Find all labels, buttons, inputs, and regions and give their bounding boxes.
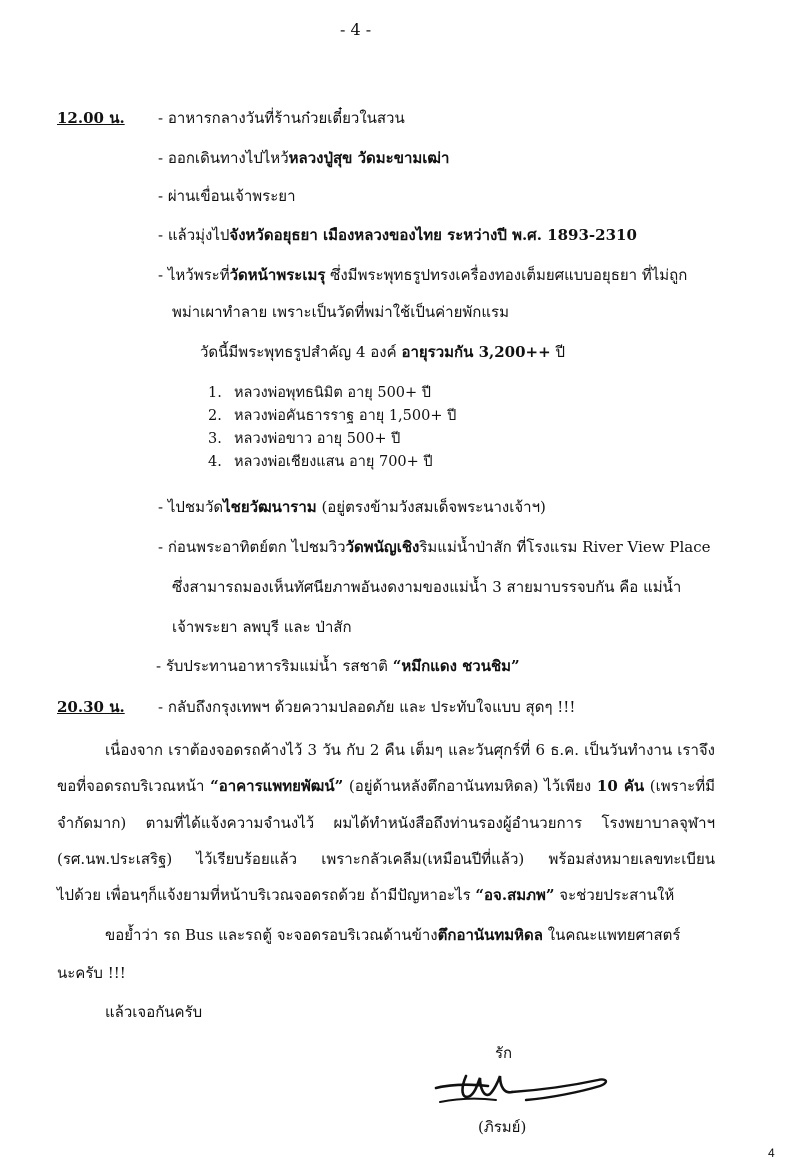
para1-line2 xyxy=(57,776,715,796)
item-dam: - ผ่านเขื่อนเจ้าพระยา xyxy=(158,187,296,205)
buddha-list xyxy=(208,382,456,474)
para2-post: ในคณะแพทยศาสตร์ xyxy=(542,926,681,944)
item-dinner-bold: “หมึกแดง ชวนชิม” xyxy=(392,657,520,675)
item-phanan-continuation-1: ซึ่งสามารถมองเห็นทัศนียภาพอันงดงามของแม่น้ำ 3 สายมาบรรจบกัน คือ แม่น้ำ xyxy=(172,578,682,596)
para1-line4: (รศ.นพ.ประเสริฐ) ไว้เรียบร้อยแล้ว เพราะกลัวเคลีม(เหมือนปีที่แล้ว) พร้อมส่งหมายเลขทะเบียน xyxy=(57,850,715,868)
list-text: หลวงพ่อคันธารราฐ อายุ 1,500+ ปี xyxy=(234,408,457,424)
list-number: 3. xyxy=(208,431,222,447)
item-return: - กลับถึงกรุงเทพฯ ด้วยความปลอดภัย และ ประทับใจแบบ สุดๆ !!! xyxy=(158,698,576,716)
item-wat-pre: - ไหว้พระที่ xyxy=(158,266,230,284)
page-number-top: - 4 - xyxy=(340,20,372,39)
para1-line2-mid: (อยู่ด้านหลังตึกอานันทมหิดล) ไว้เพียง xyxy=(343,777,597,795)
list-item xyxy=(208,405,456,428)
list-item xyxy=(208,382,456,405)
buddha-intro-bold: อายุรวมกัน 3,200++ xyxy=(401,343,551,361)
list-number: 4. xyxy=(208,454,222,470)
item-chai-pre: - ไปชมวัด xyxy=(158,498,224,516)
time-evening: 20.30 น. xyxy=(57,698,125,716)
para1-line2-pre: ขอที่จอดรถบริเวณหน้า xyxy=(57,777,211,795)
item-chaiwatthanaram xyxy=(158,497,546,517)
para1-line1: เนื่องจาก เราต้องจอดรถค้างไว้ 3 วัน กับ 2 คืน เต็มๆ และวันศุกร์ที่ 6 ธ.ค. เป็นวันทำงาน เราจึง xyxy=(105,741,715,759)
item-phanan-post: ริมแม่น้ำป่าสัก ที่โรงแรม River View Place xyxy=(419,538,711,556)
item-luangpu-bold: หลวงปู่สุข วัดมะขามเฒ่า xyxy=(288,149,450,167)
item-chai-bold: ไชยวัฒนาราม xyxy=(223,498,317,516)
item-luangpu-pre: - ออกเดินทางไปไหว้ xyxy=(158,149,289,167)
item-chai-post: (อยู่ตรงข้ามวังสมเด็จพระนางเจ้าฯ) xyxy=(316,498,546,516)
item-dinner-pre: - รับประทานอาหารริมแม่น้ำ รสชาติ xyxy=(156,657,393,675)
item-phanan-bold: วัดพนัญเชิง xyxy=(345,538,420,556)
item-ayutthaya-pre: - แล้วมุ่งไป xyxy=(158,226,230,244)
para2-line1 xyxy=(105,925,680,945)
item-wat-post: ซึ่งมีพระพุทธรูปทรงเครื่องทองเต็มยศแบบอยุธยา ที่ไม่ถูก xyxy=(325,266,688,284)
list-number: 2. xyxy=(208,408,222,424)
list-item xyxy=(208,451,456,474)
para2-pre: ขอย้ำว่า รถ Bus และรถตู้ จะจอดรอบริเวณด้านข้าง xyxy=(105,926,438,944)
item-ayutthaya-bold: จังหวัดอยุธยา เมืองหลวงของไทย ระหว่างปี พ.ศ. 1893-2310 xyxy=(229,226,637,244)
item-phanan-continuation-2: เจ้าพระยา ลพบุรี และ ป่าสัก xyxy=(172,618,352,636)
item-wat-continuation: พม่าเผาทำลาย เพราะเป็นวัดที่พม่าใช้เป็นค่ายพักแรม xyxy=(172,303,509,321)
item-wat-na-phramen xyxy=(158,265,687,285)
item-wat-bold: วัดหน้าพระเมรุ xyxy=(229,266,326,284)
para2-building: ตึกอานันทมหิดล xyxy=(437,926,543,944)
para1-building: “อาคารแพทยพัฒน์” xyxy=(210,777,344,795)
item-dinner xyxy=(156,656,520,676)
time-noon: 12.00 น. xyxy=(57,109,125,127)
para1-car-count: 10 คัน xyxy=(596,777,645,795)
para1-line5 xyxy=(57,885,674,905)
para1-contact: “อจ.สมภพ” xyxy=(475,886,555,904)
list-text: หลวงพ่อเชียงแสน อายุ 700+ ปี xyxy=(234,454,433,470)
list-text: หลวงพ่อพุทธนิมิต อายุ 500+ ปี xyxy=(234,385,431,401)
item-luangpu xyxy=(158,148,449,168)
closing-line: แล้วเจอกันครับ xyxy=(105,1003,203,1021)
list-text: หลวงพ่อขาว อายุ 500+ ปี xyxy=(234,431,401,447)
page-number-bottom: 4 xyxy=(768,1146,775,1160)
buddha-intro xyxy=(200,342,565,362)
handwritten-signature xyxy=(430,1068,615,1112)
para1-line5-post: จะช่วยประสานให้ xyxy=(554,886,675,904)
buddha-intro-pre: วัดนี้มีพระพุทธรูปสำคัญ 4 องค์ xyxy=(200,343,402,361)
list-number: 1. xyxy=(208,385,222,401)
para1-line3: จำกัดมาก) ตามที่ได้แจ้งความจำนงไว้ ผมได้ทำหนังสือถึงท่านรองผู้อำนวยการ โรงพยาบาลจุฬาฯ xyxy=(57,814,715,832)
para2-line2: นะครับ !!! xyxy=(57,964,126,982)
item-phanan-choeng xyxy=(158,537,711,557)
para1-line2-post: (เพราะที่มี xyxy=(644,777,715,795)
salutation: รัก xyxy=(495,1044,513,1062)
item-ayutthaya xyxy=(158,225,637,245)
buddha-intro-post: ปี xyxy=(550,343,565,361)
item-phanan-pre: - ก่อนพระอาทิตย์ตก ไปชมวิว xyxy=(158,538,346,556)
para1-line5-pre: ไปด้วย เพื่อนๆก็แจ้งยามที่หน้าบริเวณจอดรถด้วย ถ้ามีปัญหาอะไร xyxy=(57,886,476,904)
item-lunch: - อาหารกลางวันที่ร้านก๋วยเตี๋ยวในสวน xyxy=(158,109,405,127)
list-item xyxy=(208,428,456,451)
signatory-name: (ภิรมย์) xyxy=(478,1118,527,1136)
